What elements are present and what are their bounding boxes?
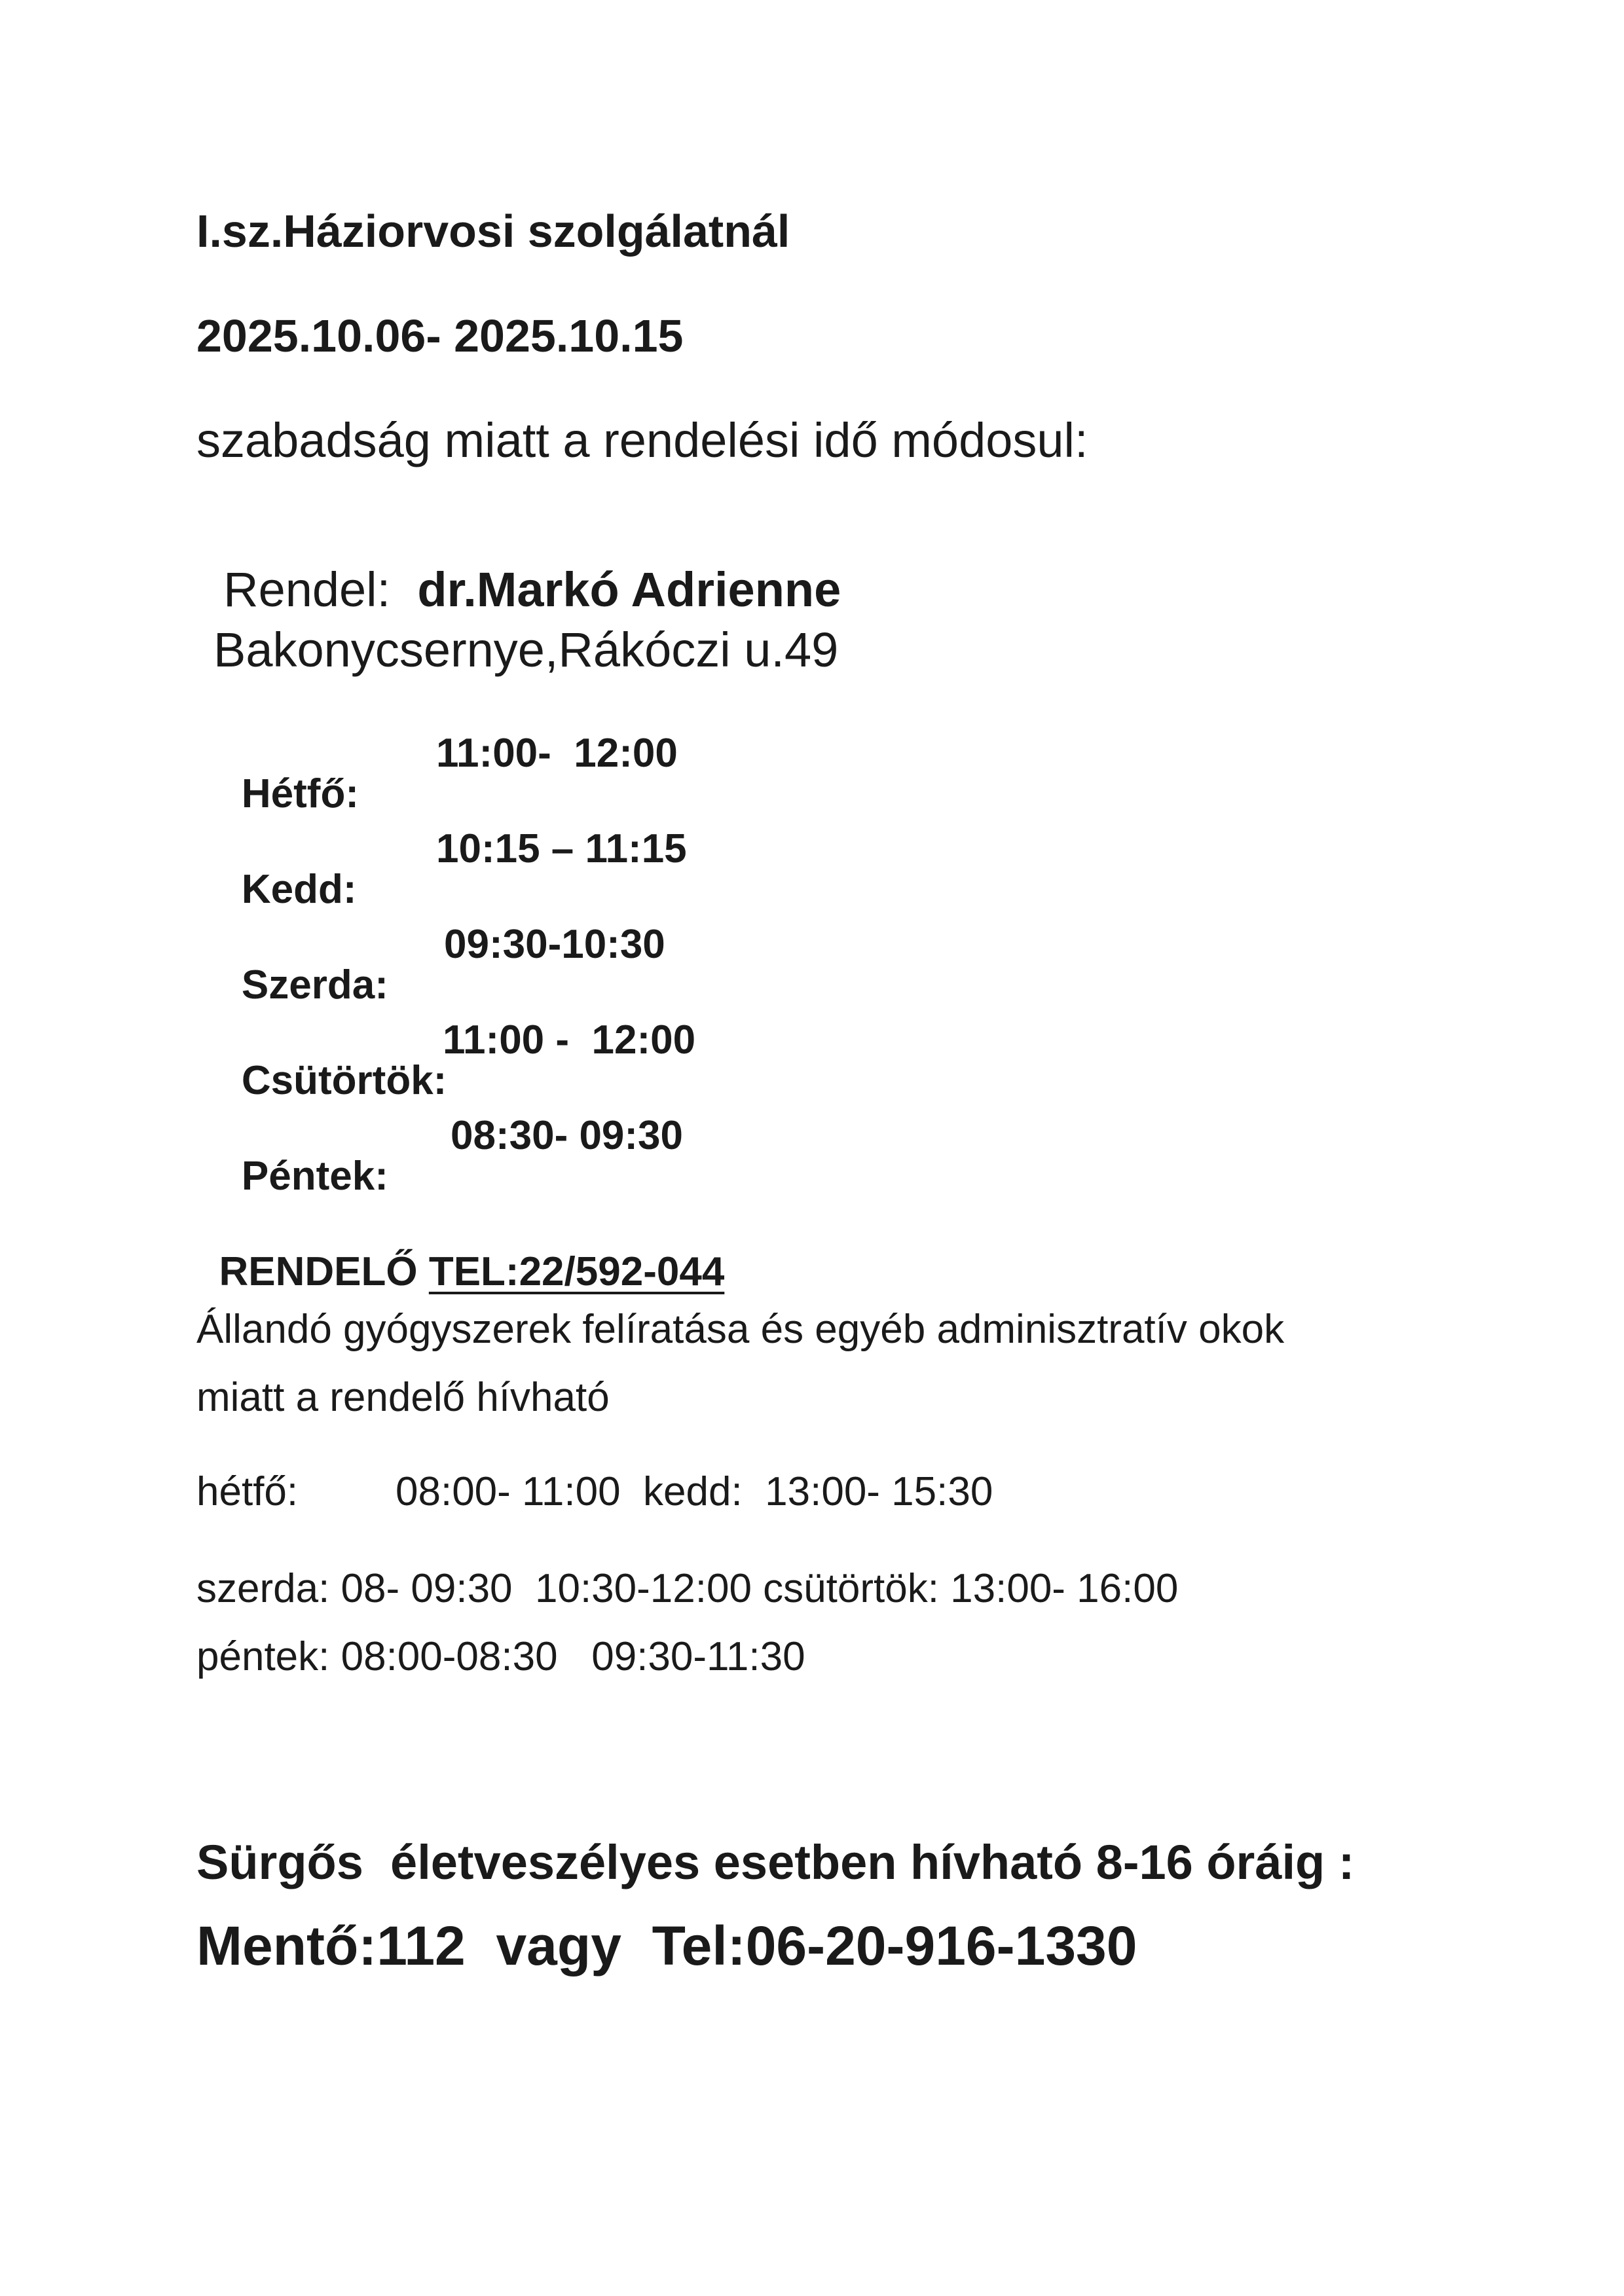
urgent-line-1: Sürgős életveszélyes esetben hívható 8-16 óráig :: [196, 1835, 1355, 1889]
reason-text: szabadság miatt a rendelési idő módosul:: [196, 413, 1088, 467]
admin-line-3-rest: 08:00- 11:00 kedd: 13:00- 15:30: [396, 1469, 993, 1514]
admin-line-1: Állandó gyógyszerek felíratása és egyéb adminisztratív okok: [196, 1307, 1285, 1352]
schedule-day: Szerda:: [241, 962, 388, 1008]
schedule-day: Kedd:: [241, 867, 357, 912]
schedule-day: Csütörtök:: [241, 1058, 447, 1103]
doctor-line: [196, 517, 841, 617]
service-title: I.sz.Háziorvosi szolgálatnál: [196, 206, 790, 257]
doctor-name: dr.Markó Adrienne: [417, 562, 841, 617]
admin-line-3-day: hétfő:: [196, 1469, 299, 1514]
doctor-address: Bakonycsernye,Rákóczi u.49: [213, 623, 839, 677]
office-phone-number: TEL:22/592-044: [428, 1249, 725, 1294]
admin-line-4: szerda: 08- 09:30 10:30-12:00 csütörtök: 13:00- 16:00: [196, 1566, 1179, 1611]
office-phone-label: RENDELŐ: [219, 1249, 418, 1294]
schedule-time: 09:30-10:30: [444, 922, 665, 967]
schedule-time: 08:30- 09:30: [451, 1113, 684, 1158]
office-phone: [196, 1211, 724, 1292]
urgent-line-2: Mentő:112 vagy Tel:06-20-916-1330: [196, 1915, 1137, 1977]
schedule-time: 11:00 - 12:00: [443, 1017, 696, 1063]
schedule-time: 10:15 – 11:15: [436, 826, 687, 871]
admin-line-2: miatt a rendelő hívható: [196, 1375, 610, 1420]
doctor-label: Rendel:: [223, 562, 391, 617]
period-dates: 2025.10.06- 2025.10.15: [196, 310, 684, 361]
admin-line-5: péntek: 08:00-08:30 09:30-11:30: [196, 1634, 805, 1679]
schedule-time: 11:00- 12:00: [436, 731, 678, 776]
schedule-day: Hétfő:: [241, 771, 359, 816]
schedule-day: Péntek:: [241, 1154, 388, 1199]
